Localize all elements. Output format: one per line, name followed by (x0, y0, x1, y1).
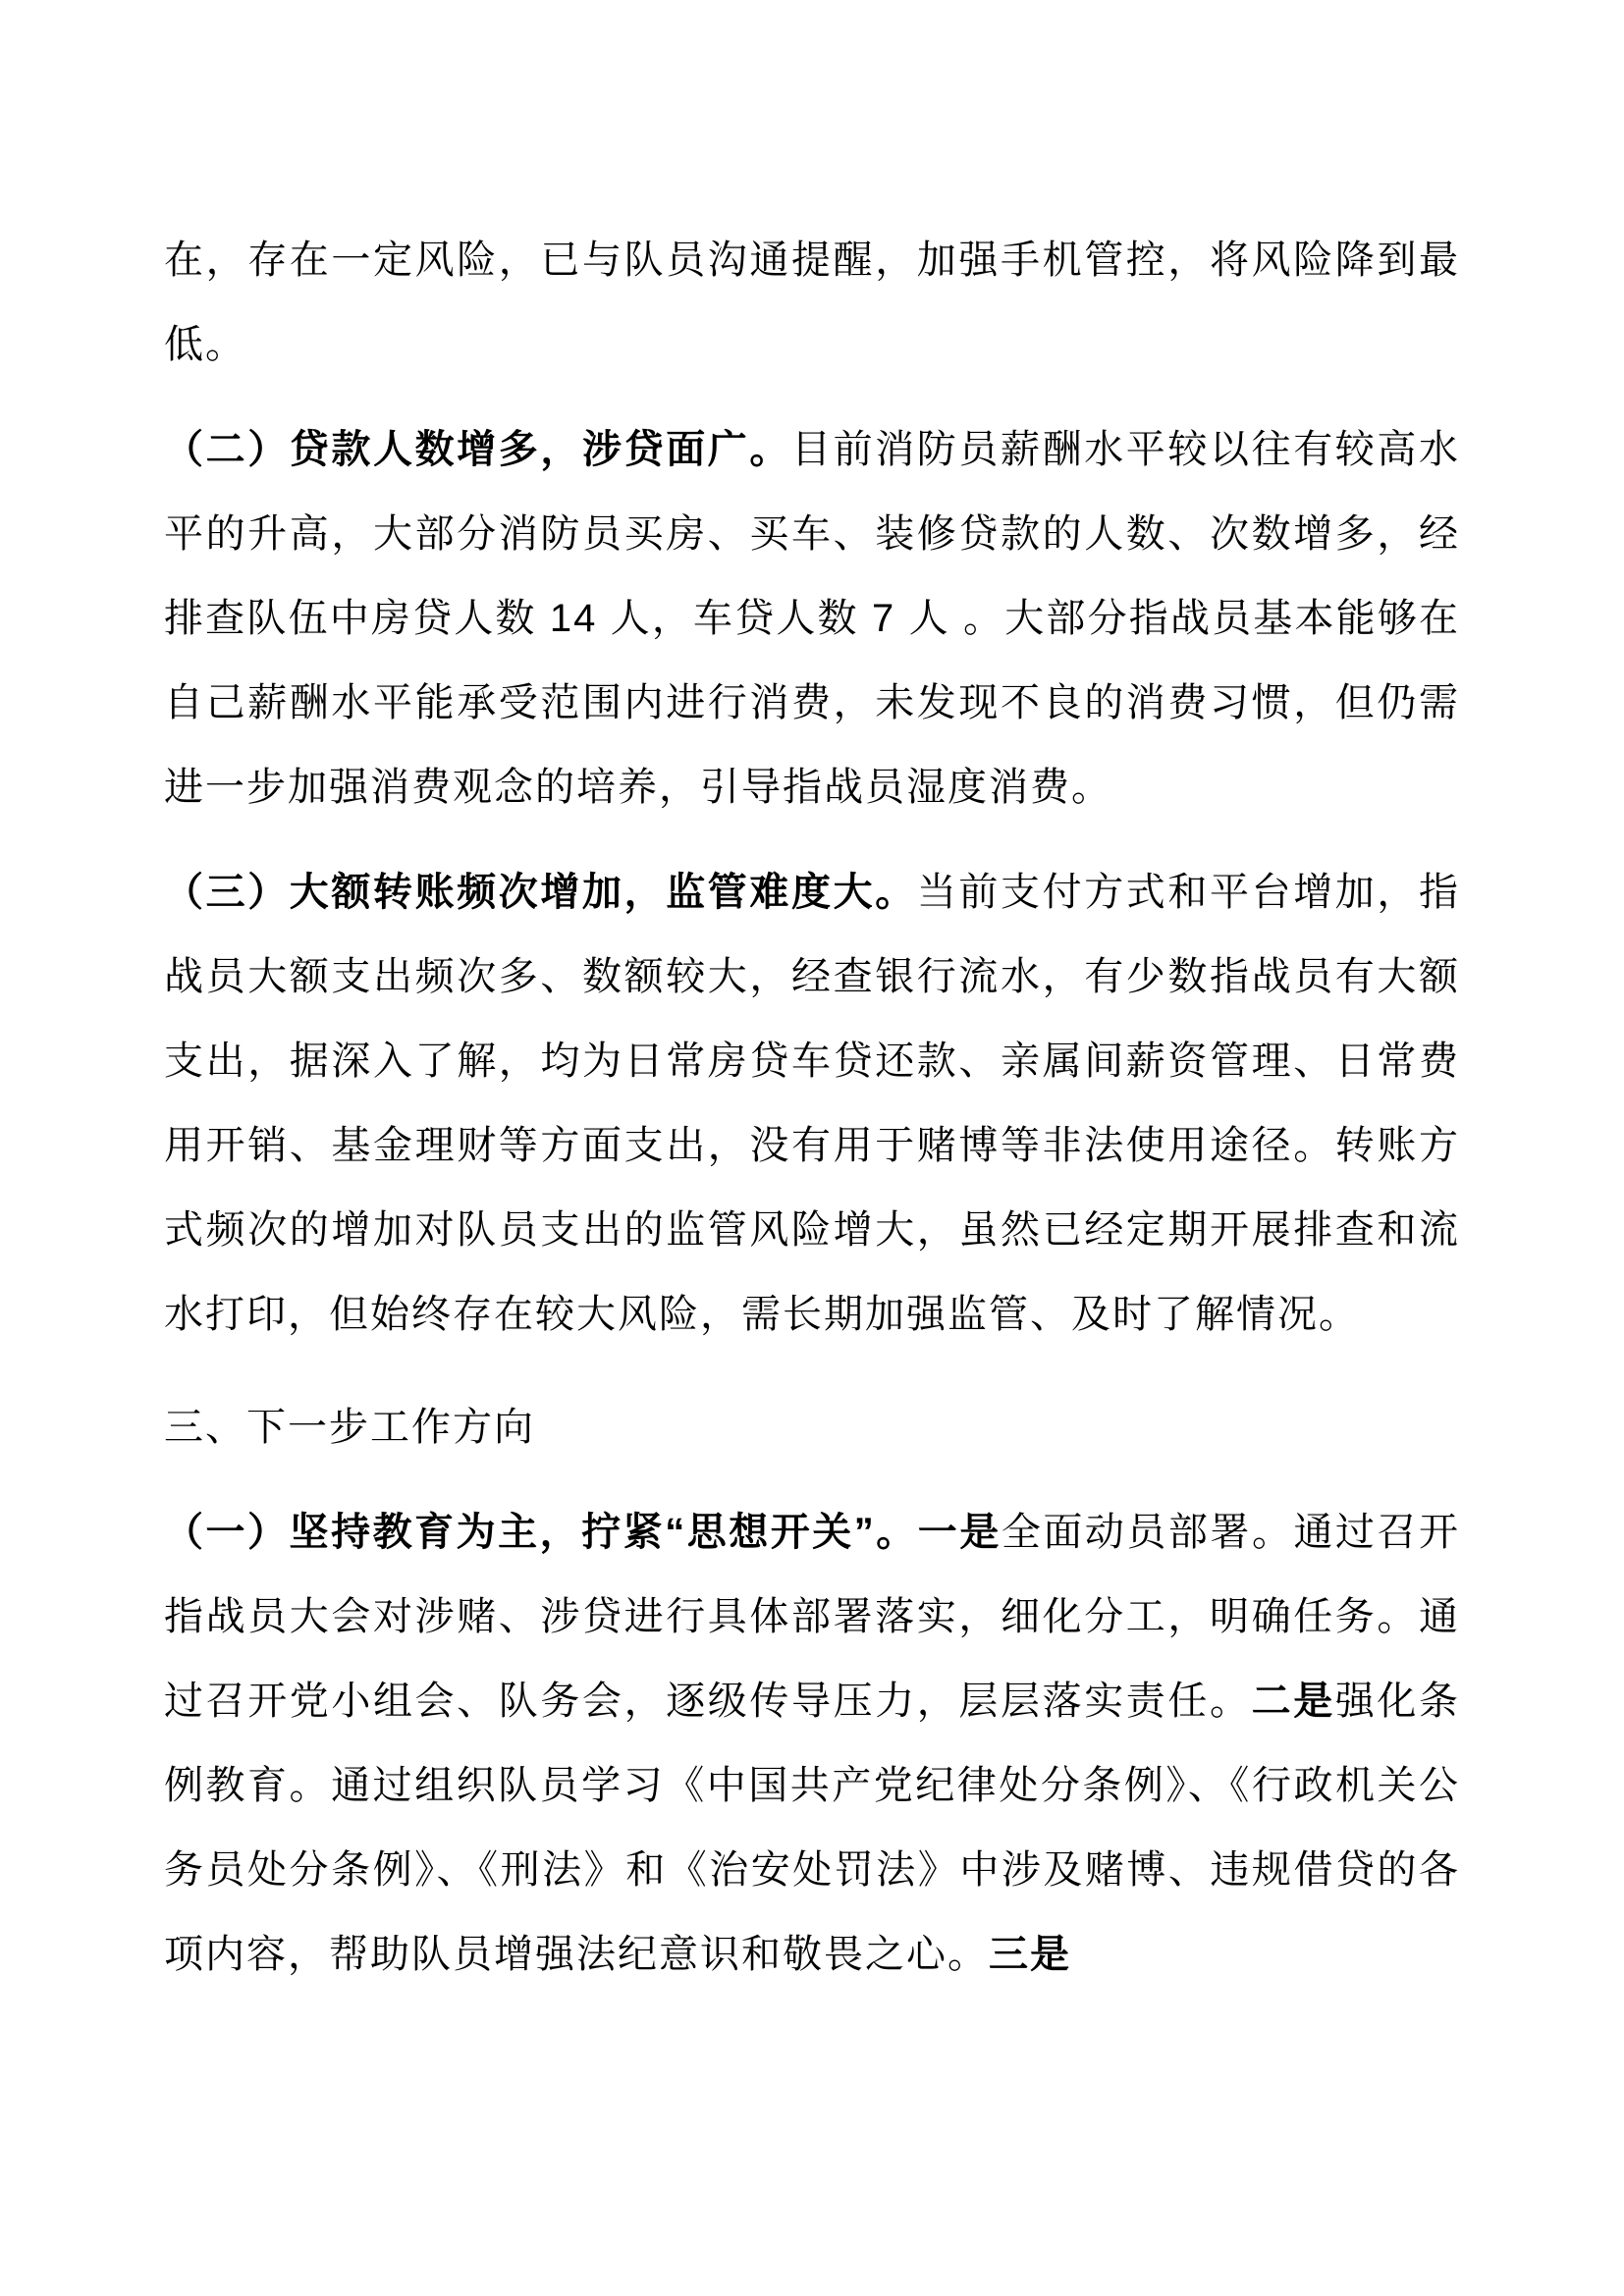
subsection-1-title: （一）坚持教育为主，拧紧“思想开关”。一是 (164, 1511, 1001, 1554)
text-run-bold: 三是 (989, 1933, 1071, 1976)
text-run: 强化条例教育。通过组织队员学习《中国共产党纪律处分条例》、《行政机关公务员处分条例》、《刑法》和《治安处罚法》中涉及赌博、违规借贷的各项内容，帮助队员增强法纪意识和敬畏之心。 (164, 1680, 1461, 1976)
text-run-serif: 指战员 (1128, 596, 1254, 640)
text-run: 目前消防员薪酬水平较以往有较高水平的升高，大部分消防员买房、买车、装修贷款的人数、次数增多，经排查队伍中房贷人数 14 人，车贷人数 7 人 。大部分 (164, 428, 1460, 640)
paragraph-continuation (164, 218, 1460, 387)
text-run: 大额支出，据深入了解，均为日常房贷车贷还款、亲属间薪资管理、日常费用开销、基金理财等方面支出，没有用于赌博等非法使用途径。转账方式频次的增加对队员支出的监管风险增大，虽然已经定期开展排查和流水打印，但始终存在较大风险，需长期加强监管、及时了解情况。 (164, 955, 1461, 1336)
paragraph-subsection-1 (164, 1490, 1460, 1997)
heading-section-3 (164, 1385, 1460, 1469)
text-run-serif: 有少数指战员有 (1084, 954, 1378, 998)
section-3-title: （三）大额转账频次增加，监管难度大。 (164, 871, 917, 914)
paragraph-section-3 (164, 850, 1460, 1357)
text-run: 当前支付方式和平台增加，指战员大额支出频次多、数额较大，经查银行流水， (164, 871, 1461, 998)
text-run: 基本能够在自己薪酬水平能承受范围内进行消费，未发现不良的消费习惯，但仍需进一步加强消费观念的培养，引导指战员湿度消费。 (164, 597, 1461, 809)
heading-text: 三、下一步工作方向 (164, 1406, 535, 1449)
text-run: 在，存在一定风险，已与队员沟通提醒，加强手机管控，将风险降到最低。 (164, 239, 1460, 366)
text-run-bold: 二是 (1251, 1680, 1335, 1723)
section-2-title: （二）贷款人数增多，涉贷面广。 (164, 428, 791, 471)
paragraph-section-2 (164, 407, 1460, 829)
text-run: 全面动员部署。通过召开指战员大会对涉赌、涉贷进行具体部署落实，细化分工，明确任务。通过召开党小组会、队务会，逐级传导压力，层层落实责任。 (164, 1511, 1461, 1723)
document-content (164, 218, 1460, 1997)
